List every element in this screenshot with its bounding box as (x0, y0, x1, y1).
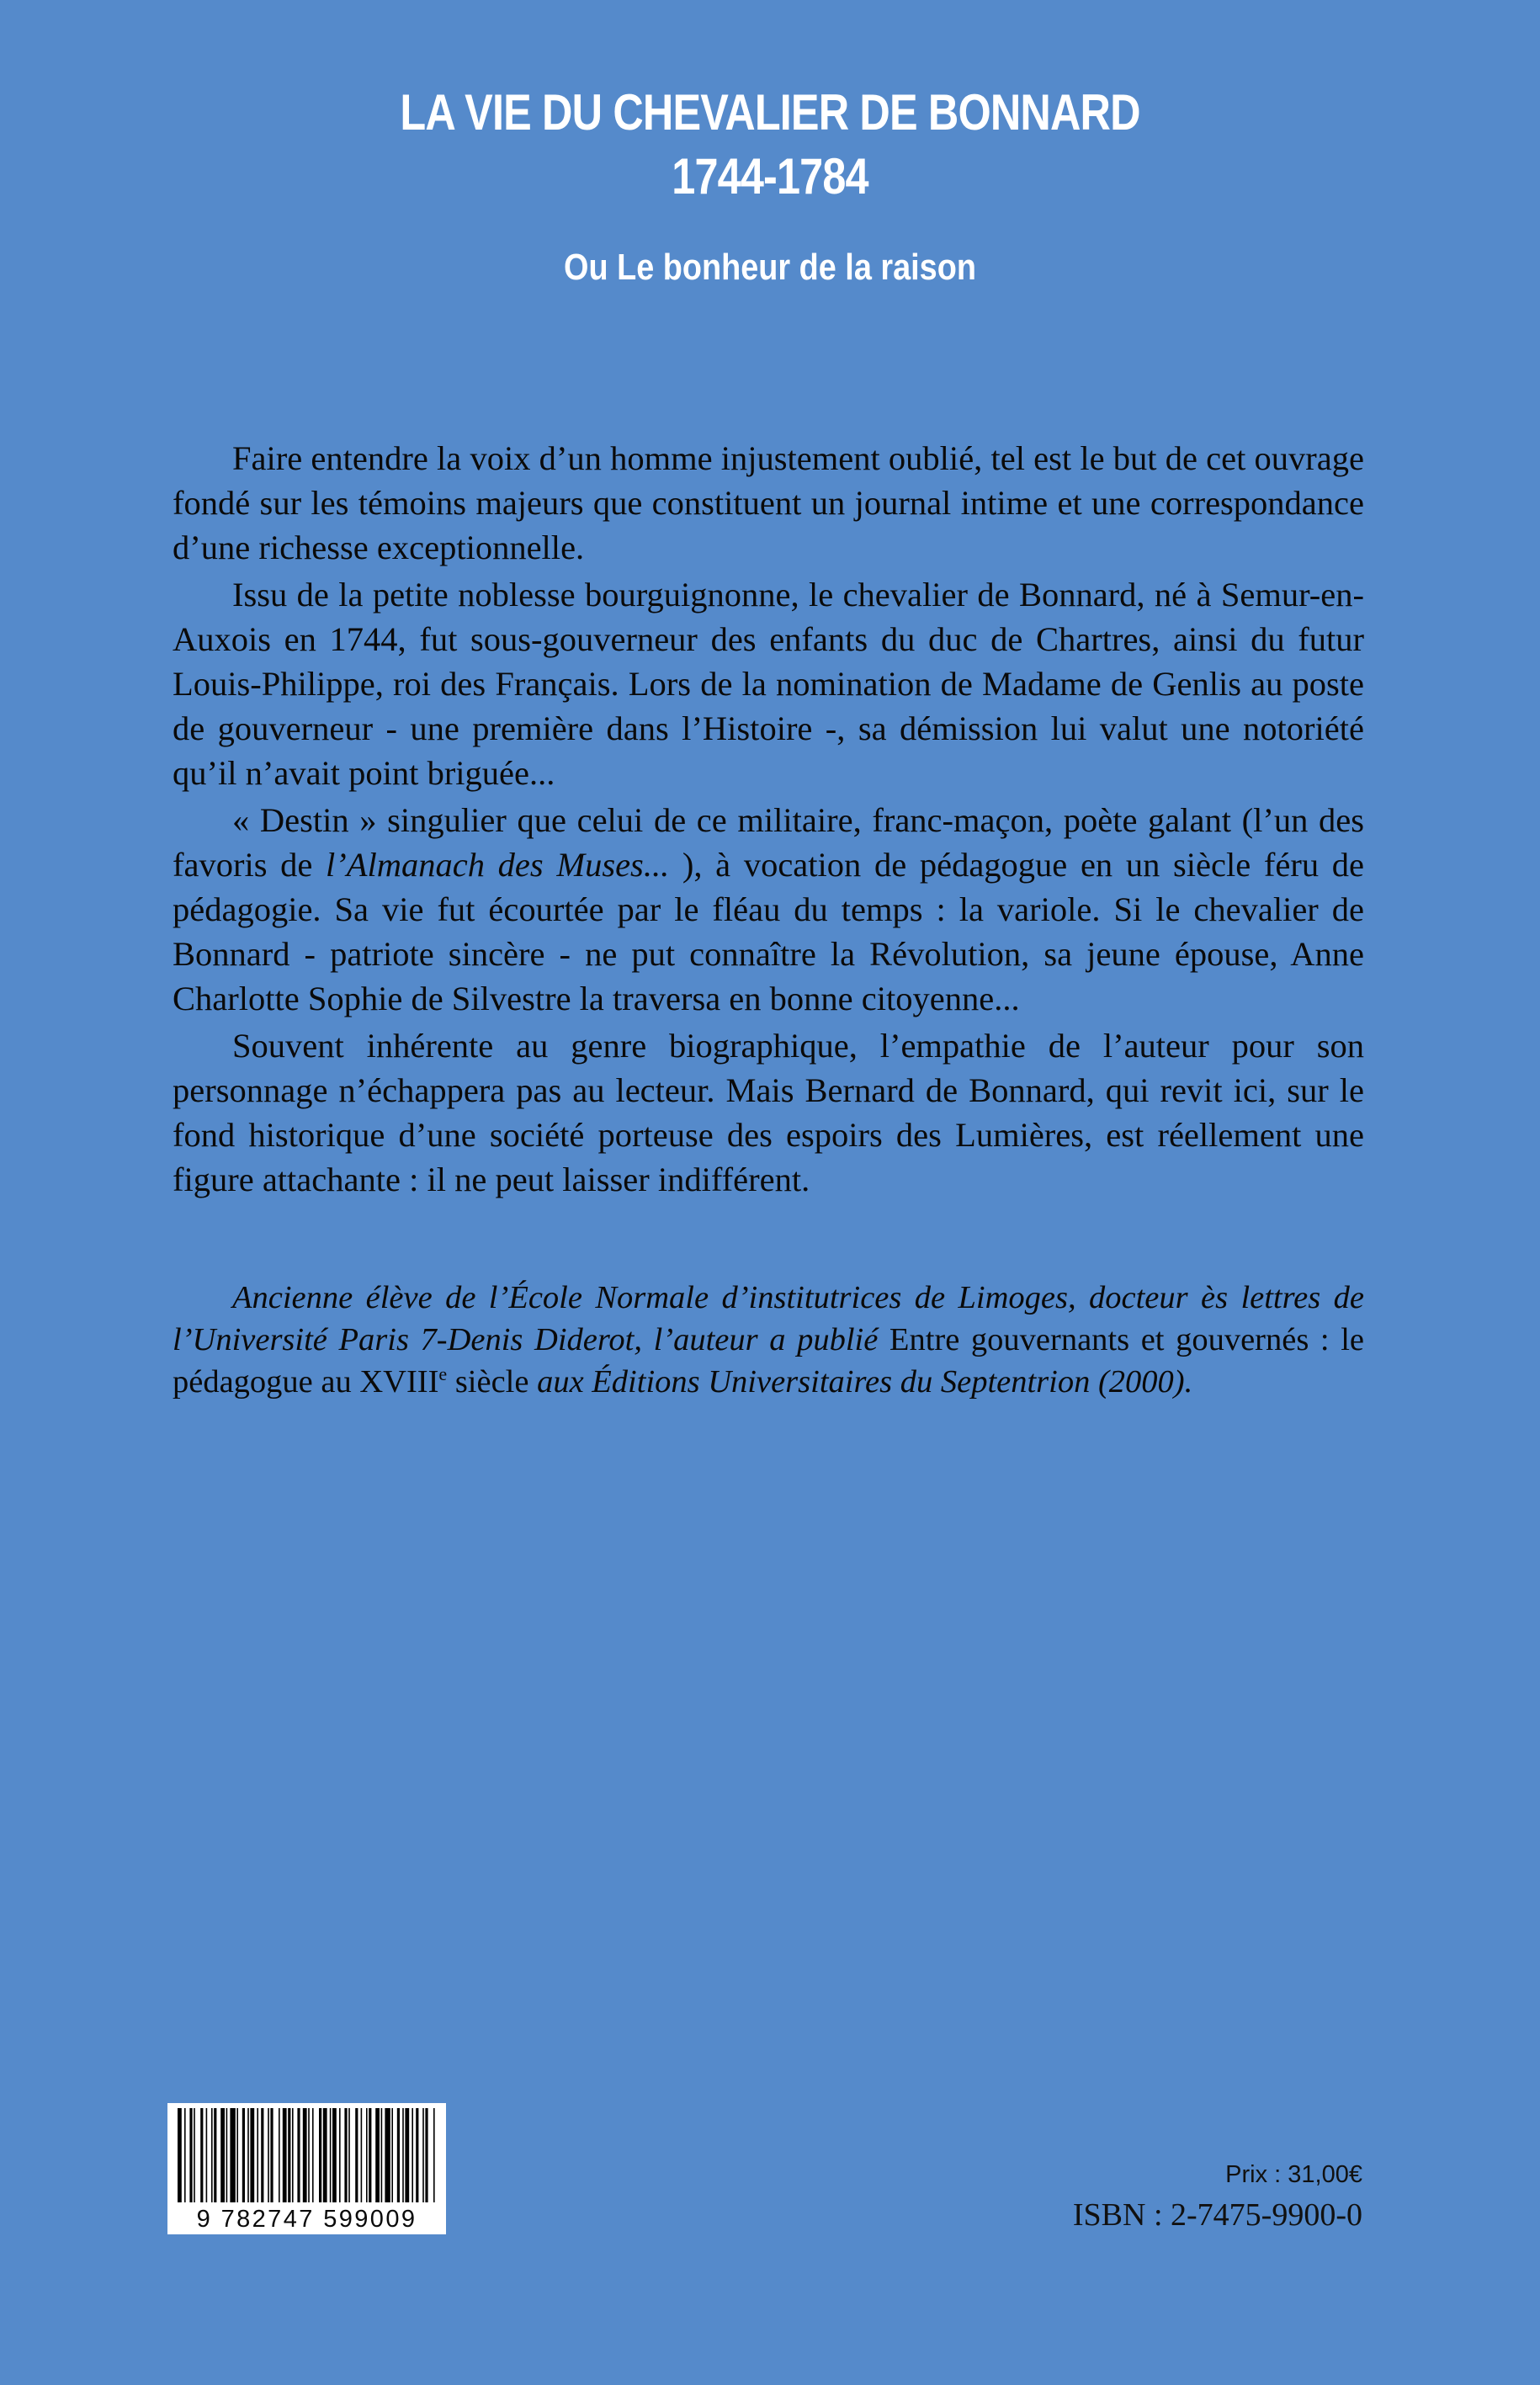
barcode-bar (312, 2108, 314, 2202)
barcode-bar (402, 2108, 404, 2202)
barcode-bar (369, 2108, 371, 2202)
author-bio-part-1: Ancienne élève de l’École Normale d’institutrices de Limoges, docteur ès lettres de l’Université Paris 7-Denis Diderot, l’auteur a publié (173, 1280, 1364, 1357)
barcode-bar (344, 2108, 347, 2202)
barcode-bar (261, 2108, 263, 2202)
barcode-bar (189, 2108, 192, 2202)
barcode-bar (397, 2108, 400, 2202)
blurb-paragraph-3-end: ), à vocation de pédagogue en un siècle féru de pédagogie. Sa vie fut écourtée par le fléau du temps : la variole. Si le chevalier de Bonnard - patriote sincère - ne put connaître la Révolution, sa jeune épouse, Anne Charlotte Sophie de Silvestre la traversa en bonne citoyenne... (173, 846, 1364, 1017)
barcode-bar (270, 2108, 273, 2202)
barcode-bar (297, 2108, 300, 2202)
barcode-bar (412, 2108, 413, 2202)
barcode-number: 9 782747 599009 (167, 2206, 446, 2233)
almanach-title: l’Almanach des Muses... (326, 846, 670, 884)
barcode-bar (339, 2108, 341, 2202)
barcode-bar (211, 2108, 213, 2202)
barcode-bar (385, 2108, 390, 2202)
blurb-paragraph-3 (173, 798, 1364, 1021)
barcode-bar (214, 2108, 216, 2202)
century-superscript: e (438, 1363, 448, 1384)
cover-title-block (0, 81, 1540, 291)
blurb (173, 436, 1364, 1202)
barcode-bar (303, 2108, 307, 2202)
book-dates: 1744-1784 (672, 148, 868, 205)
price: Prix : 31,00€ (1225, 2161, 1362, 2188)
barcode-bar (250, 2108, 254, 2202)
author-bio (173, 1277, 1364, 1403)
barcode-bar (323, 2108, 327, 2202)
barcode-bar (332, 2108, 337, 2202)
book-subtitle: Ou Le bonheur de la raison (564, 247, 976, 288)
barcode-bars (167, 2103, 446, 2204)
blurb-paragraph-1: Faire entendre la voix d’un homme injustement oublié, tel est le but de cet ouvrage fondé sur les témoins majeurs que constituent un journal intime et une correspondance d’une richesse exceptionnelle. (173, 439, 1364, 566)
barcode-bar (247, 2108, 249, 2202)
barcode-bar (433, 2108, 435, 2202)
blurb-paragraph-3-start: « Destin » singulier que celui de ce militaire, franc-maçon, poète galant (l’un des favoris de (173, 801, 1364, 884)
blurb-paragraph-4: Souvent inhérente au genre biographique, l’empathie de l’auteur pour son personnage n’échappera pas au lecteur. Mais Bernard de Bonnard, qui revit ici, sur le fond historique d’une société porteuse des espoirs des Lumières, est réellement une figure attachante : il ne peut laisser indifférent. (173, 1027, 1364, 1198)
barcode-bar (206, 2108, 208, 2202)
barcode-bar (391, 2108, 393, 2202)
blurb-paragraph-2: Issu de la petite noblesse bourguignonne, le chevalier de Bonnard, né à Semur-en-Auxois en 1744, fut sous-gouverneur des enfants du duc de Chartres, ainsi du futur Louis-Philippe, roi des Français. Lors de la nomination de Madame de Genlis au poste de gouverneur - une première dans l’Histoire -, sa démission lui valut une notoriété qu’il n’avait point briguée... (173, 576, 1364, 792)
barcode (167, 2103, 446, 2234)
barcode-bar (366, 2108, 368, 2202)
barcode-bar (381, 2108, 383, 2202)
book-title: LA VIE DU CHEVALIER DE BONNARD (400, 84, 1140, 141)
barcode-bar (308, 2108, 310, 2202)
barcode-bar (319, 2108, 321, 2202)
barcode-bar (236, 2108, 238, 2202)
barcode-bar (230, 2108, 235, 2202)
barcode-bar (279, 2108, 280, 2202)
barcode-bar (361, 2108, 363, 2202)
barcode-bar (220, 2108, 225, 2202)
author-bio-part-2: aux Éditions Universitaires du Septentrion (2000). (537, 1364, 1193, 1400)
barcode-bar (178, 2108, 182, 2202)
barcode-bar (416, 2108, 418, 2202)
barcode-bar (405, 2108, 409, 2202)
barcode-bar (330, 2108, 332, 2202)
barcode-bar (425, 2108, 427, 2202)
barcode-bar (283, 2108, 287, 2202)
barcode-bar (200, 2108, 203, 2202)
barcode-bar (257, 2108, 258, 2202)
barcode-bar (242, 2108, 245, 2202)
previous-book-title-end: siècle (447, 1364, 538, 1400)
barcode-bar (268, 2108, 269, 2202)
barcode-bar (288, 2108, 290, 2202)
barcode-bar (348, 2108, 350, 2202)
barcode-bar (184, 2108, 186, 2202)
previous-book-title: Entre gouvernants et gouvernés : le pédagogue au XVIII (173, 1322, 1364, 1400)
isbn: ISBN : 2-7475-9900-0 (1072, 2197, 1362, 2233)
barcode-bar (355, 2108, 358, 2202)
barcode-bar (375, 2108, 380, 2202)
barcode-bar (292, 2108, 294, 2202)
barcode-bar (194, 2108, 195, 2202)
barcode-bar (226, 2108, 228, 2202)
barcode-bar (422, 2108, 424, 2202)
